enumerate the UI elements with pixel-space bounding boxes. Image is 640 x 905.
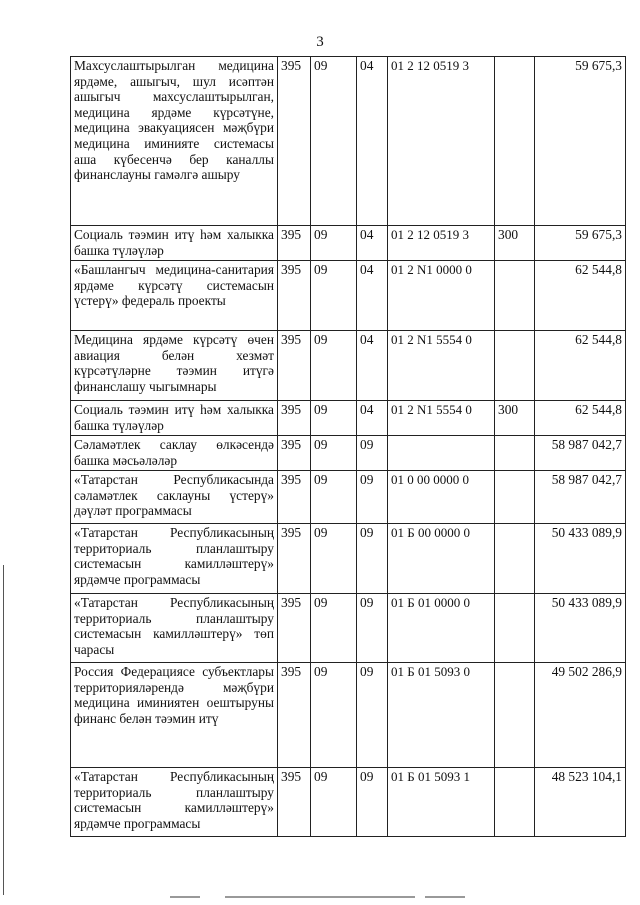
row-admin-code: 395 [278,524,311,594]
row-amount: 62 544,8 [535,261,626,331]
row-subsection-code: 09 [357,663,388,768]
row-target-code: 01 2 N1 5554 0 [388,331,495,401]
table-row [71,524,626,594]
row-target-code [388,436,495,471]
row-admin-code: 395 [278,331,311,401]
row-subsection-code: 09 [357,471,388,524]
row-target-code: 01 2 N1 0000 0 [388,261,495,331]
row-target-code: 01 Б 01 5093 1 [388,768,495,837]
row-target-code: 01 2 N1 5554 0 [388,401,495,436]
row-section-code: 09 [311,261,357,331]
row-section-code: 09 [311,594,357,663]
table-row [71,57,626,226]
row-amount: 58 987 042,7 [535,436,626,471]
row-admin-code: 395 [278,226,311,261]
row-expense-type [495,768,535,837]
scan-margin-line [3,565,4,895]
row-subsection-code: 04 [357,57,388,226]
row-name: «Татарстан Республикасының территориаль планлаштыру системасын камилләштерү» төп чарасы [71,594,278,663]
table-row [71,471,626,524]
row-amount: 62 544,8 [535,331,626,401]
row-name: Сәламәтлек саклау өлкәсендә башка мәсьәләләр [71,436,278,471]
row-section-code: 09 [311,471,357,524]
row-admin-code: 395 [278,594,311,663]
row-amount: 50 433 089,9 [535,594,626,663]
row-subsection-code: 09 [357,594,388,663]
row-section-code: 09 [311,768,357,837]
row-section-code: 09 [311,401,357,436]
row-expense-type [495,436,535,471]
row-target-code: 01 Б 01 5093 0 [388,663,495,768]
row-name: Социаль тәэмин итү һәм халыкка башка түләүләр [71,401,278,436]
table-row [71,594,626,663]
row-expense-type: 300 [495,401,535,436]
table-row [71,663,626,768]
row-name: Медицина ярдәме күрсәтү өчен авиация белән хезмәт күрсәтүләрне тәэмин итүгә финанслашу чыгымнары [71,331,278,401]
scan-artifact [425,896,465,898]
row-name: «Татарстан Республикасының территориаль планлаштыру системасын камилләштерү» ярдәмче программасы [71,768,278,837]
row-subsection-code: 09 [357,436,388,471]
row-name: Россия Федерациясе субъектлары территорияләрендә мәҗбүри медицина иминиятен оештыруны финанс белән тәэмин итү [71,663,278,768]
row-expense-type [495,331,535,401]
row-expense-type [495,261,535,331]
row-section-code: 09 [311,524,357,594]
row-subsection-code: 04 [357,261,388,331]
row-section-code: 09 [311,436,357,471]
row-amount: 49 502 286,9 [535,663,626,768]
row-amount: 62 544,8 [535,401,626,436]
row-section-code: 09 [311,226,357,261]
row-section-code: 09 [311,331,357,401]
table-row [71,768,626,837]
row-subsection-code: 04 [357,226,388,261]
row-admin-code: 395 [278,663,311,768]
row-expense-type [495,663,535,768]
budget-table [70,56,626,837]
row-target-code: 01 2 12 0519 3 [388,226,495,261]
row-target-code: 01 2 12 0519 3 [388,57,495,226]
row-subsection-code: 09 [357,524,388,594]
row-name: «Татарстан Республикасында сәламәтлек саклауны үстерү» дәүләт программасы [71,471,278,524]
row-expense-type: 300 [495,226,535,261]
row-admin-code: 395 [278,768,311,837]
row-amount: 59 675,3 [535,226,626,261]
row-admin-code: 395 [278,436,311,471]
row-admin-code: 395 [278,471,311,524]
row-expense-type [495,524,535,594]
row-name: «Татарстан Республикасының территориаль планлаштыру системасын камилләштерү» ярдәмче программасы [71,524,278,594]
row-admin-code: 395 [278,57,311,226]
row-section-code: 09 [311,57,357,226]
table-row [71,261,626,331]
row-target-code: 01 0 00 0000 0 [388,471,495,524]
row-amount: 48 523 104,1 [535,768,626,837]
row-subsection-code: 04 [357,331,388,401]
table-row [71,226,626,261]
scan-artifact [225,896,415,898]
page-number: 3 [316,34,324,50]
scan-artifact [170,896,200,898]
row-amount: 58 987 042,7 [535,471,626,524]
row-subsection-code: 04 [357,401,388,436]
row-amount: 50 433 089,9 [535,524,626,594]
row-name: Социаль тәэмин итү һәм халыкка башка түләүләр [71,226,278,261]
row-amount: 59 675,3 [535,57,626,226]
table-row [71,436,626,471]
row-section-code: 09 [311,663,357,768]
row-admin-code: 395 [278,261,311,331]
row-expense-type [495,471,535,524]
row-subsection-code: 09 [357,768,388,837]
row-admin-code: 395 [278,401,311,436]
row-expense-type [495,594,535,663]
row-name: «Башлангыч медицина-санитария ярдәме күрсәтү системасын үстерү» федераль проекты [71,261,278,331]
row-name: Махсуслаштырылган медицина ярдәме, ашыгыч, шул исәптән ашыгыч махсуслаштырылган, медицина ярдәме күрсәтүне, медицина эвакуациясен мәҗбүри медицина иминияте системасы аша күбесенчә бер каналлы финанслауны гамәлгә ашыру [71,57,278,226]
row-target-code: 01 Б 01 0000 0 [388,594,495,663]
table-row [71,401,626,436]
row-target-code: 01 Б 00 0000 0 [388,524,495,594]
row-expense-type [495,57,535,226]
table-row [71,331,626,401]
